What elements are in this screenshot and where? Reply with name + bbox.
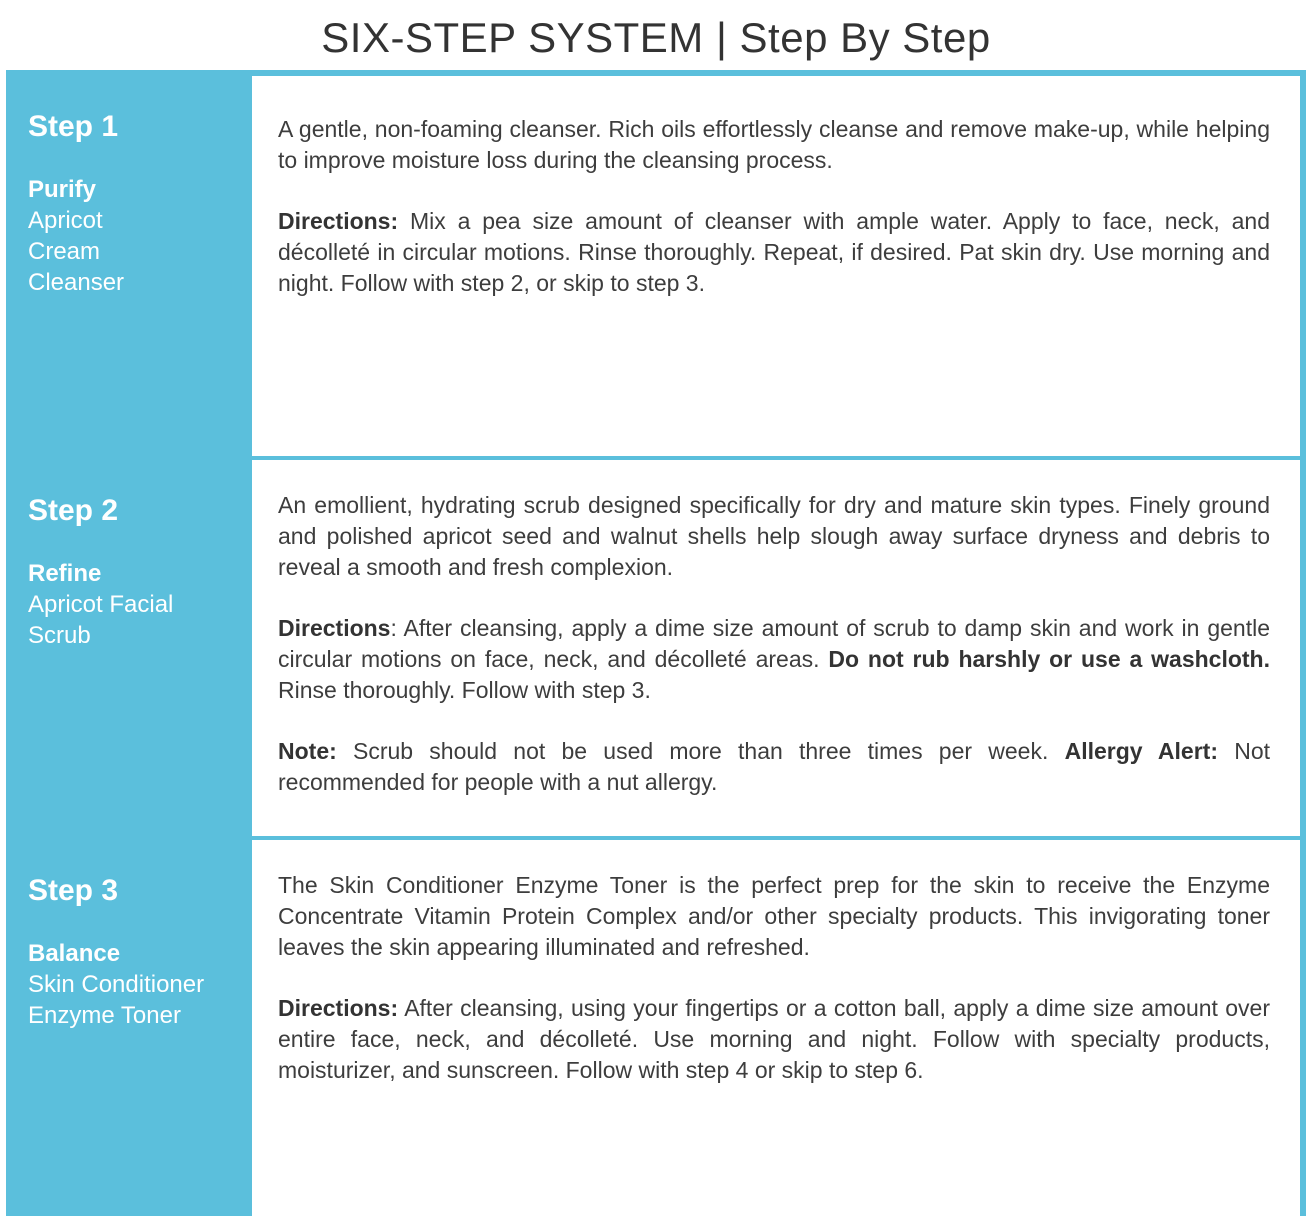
step-product-name: Apricot Facial Scrub bbox=[28, 591, 174, 649]
step-side-panel bbox=[6, 76, 250, 456]
step-category: Balance bbox=[28, 940, 121, 967]
step-category: Refine bbox=[28, 560, 102, 587]
step-description: The Skin Conditioner Enzyme Toner is the perfect prep for the skin to receive the Enzyme Concentrate Vitamin Protein Complex and/or other specialty products. This invigorating toner leaves the skin appearing illuminated and refreshed. bbox=[278, 872, 1270, 960]
note-label: Note: bbox=[278, 738, 337, 764]
step-product-name: Apricot Cream Cleanser bbox=[28, 207, 125, 296]
directions-text: After cleansing, using your fingertips or a cotton ball, apply a dime size amount over entire face, neck, and décolleté. Use morning and night. Follow with specialty products, moisturizer, and sunscreen. Follow with step 4 or skip to step 6. bbox=[278, 995, 1270, 1083]
steps-table bbox=[6, 70, 1306, 1216]
step-description-panel bbox=[252, 460, 1300, 836]
step-directions bbox=[278, 993, 1270, 1086]
directions-label: Directions bbox=[278, 615, 391, 641]
step-product-name: Skin Conditioner Enzyme Toner bbox=[28, 971, 205, 1029]
step-number: Step 3 bbox=[28, 874, 119, 907]
step-directions bbox=[278, 206, 1270, 299]
step-row-2 bbox=[6, 460, 1306, 836]
step-category: Purify bbox=[28, 176, 97, 203]
step-description-panel bbox=[252, 840, 1300, 1216]
allergy-label: Allergy Alert: bbox=[1064, 738, 1218, 764]
step-description-panel bbox=[252, 76, 1300, 456]
page-title: SIX-STEP SYSTEM | Step By Step bbox=[321, 14, 991, 61]
step-number: Step 1 bbox=[28, 110, 119, 143]
directions-end-text: Rinse thoroughly. Follow with step 3. bbox=[278, 677, 651, 703]
step-row-3 bbox=[6, 840, 1306, 1216]
step-description: An emollient, hydrating scrub designed specifically for dry and mature skin types. Finely ground and polished apricot seed and walnut shells help slough away surface dryness and debris to reveal a smooth and fresh complexion. bbox=[278, 492, 1270, 580]
directions-text: : After cleansing, apply a dime size amount of scrub to damp skin and work in gentle circular motions on face, neck, and décolleté areas. bbox=[278, 615, 1270, 672]
warning-text: Do not rub harshly or use a washcloth. bbox=[828, 646, 1270, 672]
step-side-panel bbox=[6, 460, 250, 836]
directions-label: Directions: bbox=[278, 995, 399, 1021]
step-number: Step 2 bbox=[28, 494, 119, 527]
note-text: Scrub should not be used more than three times per week. bbox=[336, 738, 1065, 764]
directions-text: Mix a pea size amount of cleanser with ample water. Apply to face, neck, and décolleté in circular motions. Rinse thoroughly. Repeat, if desired. Pat skin dry. Use morning and night. Follow with step 2, or skip to step 3. bbox=[278, 208, 1270, 296]
step-note bbox=[278, 736, 1270, 798]
step-side-panel bbox=[6, 840, 250, 1216]
step-description: A gentle, non-foaming cleanser. Rich oils effortlessly cleanse and remove make-up, while helping to improve moisture loss during the cleansing process. bbox=[278, 116, 1270, 173]
directions-label: Directions: bbox=[278, 208, 399, 234]
step-row-1 bbox=[6, 76, 1306, 456]
allergy-text: Not recommended for people with a nut allergy. bbox=[278, 738, 1270, 795]
step-directions bbox=[278, 613, 1270, 706]
